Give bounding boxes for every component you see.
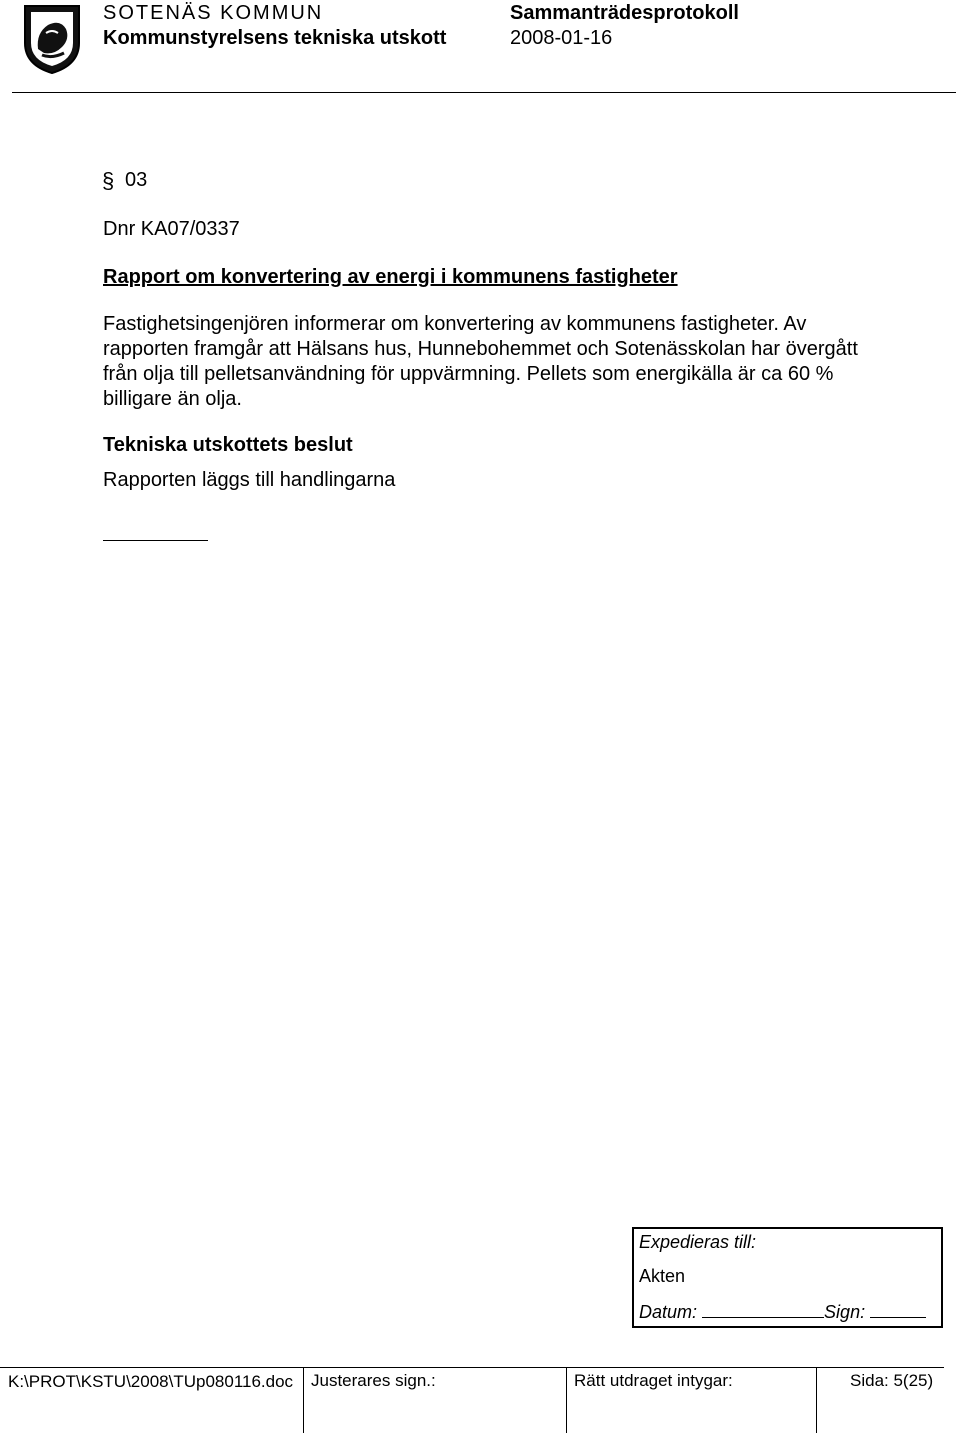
municipality-name: SOTENÄS KOMMUN [103,2,324,24]
page-number: Sida: 5(25) [850,1371,934,1390]
section-symbol: § [102,168,115,193]
document-type: Sammanträdesprotokoll [510,2,739,24]
footer-column-divider [816,1367,817,1433]
date-label: Datum: [639,1302,698,1322]
certify-label: Rätt utdraget intygar: [574,1371,733,1390]
date-field [702,1301,824,1318]
municipality-logo [22,3,82,75]
adjuster-sign-label: Justerares sign.: [311,1371,436,1390]
sign-field [870,1301,926,1318]
case-title: Rapport om konvertering av energi i kommunens fastigheter [103,266,678,288]
decision-heading: Tekniska utskottets beslut [103,434,353,456]
section-number: 03 [125,169,148,191]
expedition-recipient: Akten [639,1266,686,1286]
footer-column-divider [566,1367,567,1433]
header-divider [12,92,956,93]
footer-column-divider [303,1367,304,1433]
case-number: Dnr KA07/0337 [103,218,240,240]
meeting-date: 2008-01-16 [510,27,613,49]
sign-label: Sign: [824,1302,866,1322]
case-description: Fastighetsingenjören informerar om konvertering av kommunens fastigheter. Av rapporten framgår att Hälsans hus, Hunnebohemmet och Sotenässkolan har övergått från olja till pelletsanvändning för uppvärmning. Pellets som energikälla är ca 60 % billigare än olja. [103,313,858,410]
footer-divider [0,1367,944,1368]
expedition-box [632,1227,943,1328]
committee-name: Kommunstyrelsens tekniska utskott [103,27,447,49]
decision-text: Rapporten läggs till handlingarna [103,469,396,491]
expedition-date-sign [639,1301,926,1323]
section-end-rule [103,540,208,541]
expedition-label: Expedieras till: [639,1232,757,1252]
file-path: K:\PROT\KSTU\2008\TUp080116.doc [8,1372,294,1391]
